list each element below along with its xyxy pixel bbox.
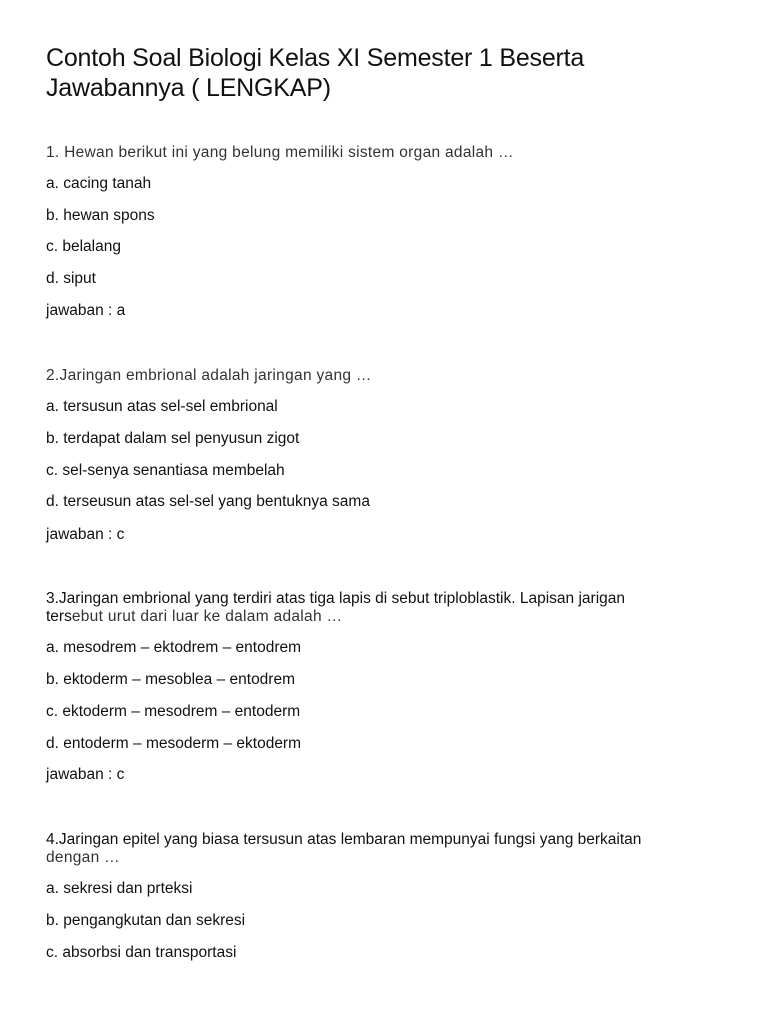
question-3-option-a: a. mesodrem – ektodrem – entodrem [46, 639, 302, 656]
question-2-answer: jawaban : c [46, 526, 125, 543]
question-1-text: 1. Hewan berikut ini yang belung memiliki sistem organ adalah … [46, 144, 514, 161]
question-4-text [46, 831, 736, 867]
question-3-text-line-2-rest: ebut urut dari luar ke dalam adalah … [71, 608, 343, 625]
question-2-text: 2.Jaringan embrional adalah jaringan yang … [46, 367, 372, 384]
question-4-text-line-2: dengan … [46, 849, 120, 866]
question-2-option-c: c. sel-senya senantiasa membelah [46, 462, 285, 479]
question-2-option-d: d. terseusun atas sel-sel yang bentuknya sama [46, 493, 370, 510]
question-2-option-a: a. tersusun atas sel-sel embrional [46, 398, 278, 415]
question-1-answer: jawaban : a [46, 302, 126, 319]
question-1-option-a: a. cacing tanah [46, 175, 152, 192]
question-3-text [46, 590, 736, 626]
question-1-option-d: d. siput [46, 270, 96, 287]
question-4-option-a: a. sekresi dan prteksi [46, 880, 193, 897]
question-3-option-d: d. entoderm – mesoderm – ektoderm [46, 735, 302, 752]
question-3-option-b: b. ektoderm – mesoblea – entodrem [46, 671, 295, 688]
question-4-option-c: c. absorbsi dan transportasi [46, 944, 237, 961]
question-4-text-line-1: 4.Jaringan epitel yang biasa tersusun atas lembaran mempunyai fungsi yang berkaitan [46, 831, 642, 848]
question-3-option-c: c. ektoderm – mesodrem – entoderm [46, 703, 301, 720]
question-3-answer: jawaban : c [46, 766, 125, 783]
question-3-text-line-2-start: ters [46, 608, 72, 625]
question-2-option-b: b. terdapat dalam sel penyusun zigot [46, 430, 300, 447]
page-title: Contoh Soal Biologi Kelas XI Semester 1 Beserta Jawabannya ( LENGKAP) [46, 44, 585, 102]
question-3-text-line-1: 3.Jaringan embrional yang terdiri atas tiga lapis di sebut triploblastik. Lapisan jarigan [46, 590, 625, 607]
question-4-option-b: b. pengangkutan dan sekresi [46, 912, 246, 929]
question-3-text-line-2 [46, 608, 736, 626]
question-1-option-c: c. belalang [46, 238, 121, 255]
question-1-option-b: b. hewan spons [46, 207, 155, 224]
